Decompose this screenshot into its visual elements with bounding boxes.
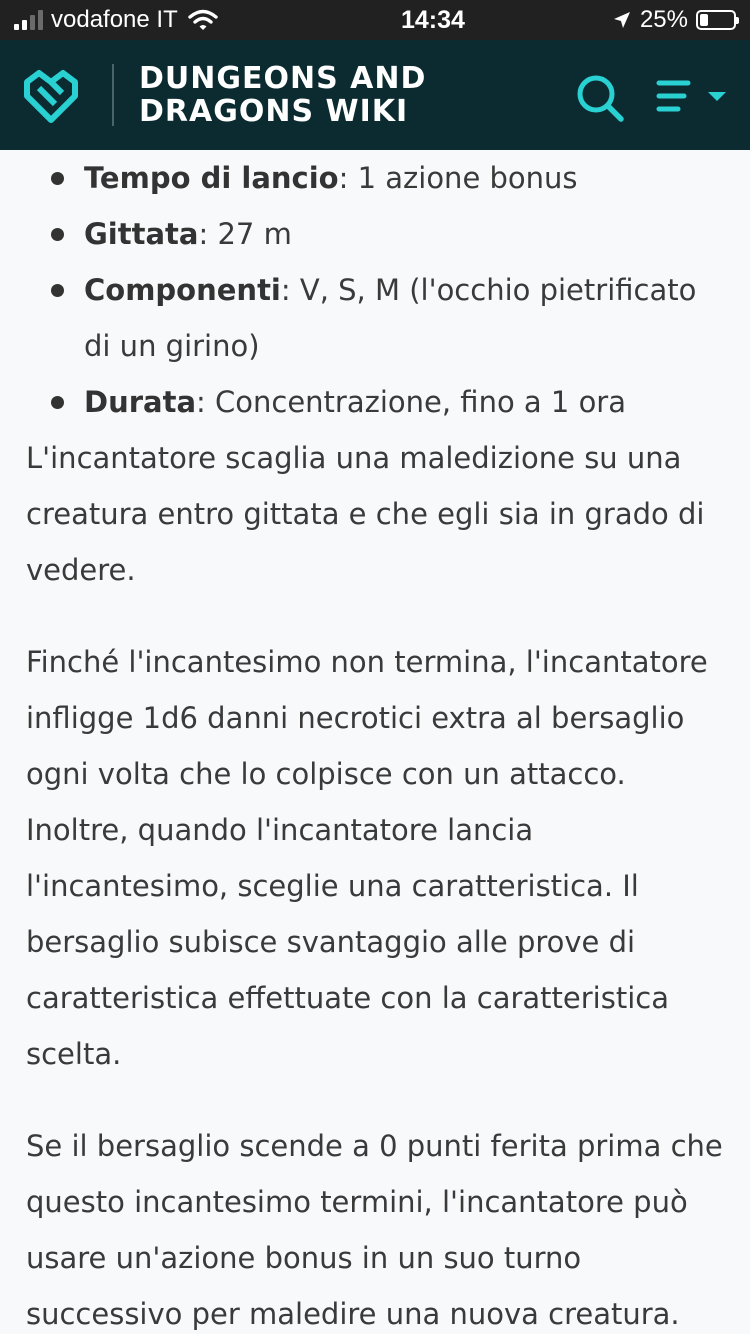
battery-percentage: 25% [639, 6, 688, 33]
property-value: : 1 azione bonus [338, 161, 578, 195]
location-arrow-icon [612, 10, 632, 30]
property-label: Durata [84, 385, 197, 419]
battery-icon [696, 10, 736, 30]
spell-property-components [84, 262, 750, 374]
menu-icon[interactable] [656, 78, 730, 116]
spell-description-paragraph: L'incantatore scaglia una maledizione su una creatura entro gittata e che egli sia in grado di vedere. [26, 441, 705, 587]
status-bar [0, 0, 750, 40]
chevron-down-icon [708, 92, 726, 101]
spell-properties-list [0, 150, 750, 430]
spell-description-paragraph: Se il bersaglio scende a 0 punti ferita prima che questo incantesimo termini, l'incantatore può usare un'azione bonus in un suo turno successivo per maledire una nuova creatura. [26, 1129, 723, 1331]
signal-icon [14, 10, 43, 30]
search-icon[interactable] [574, 72, 626, 124]
heart-logo-icon[interactable] [22, 68, 80, 126]
spell-property-duration [84, 374, 750, 430]
status-bar-right [612, 6, 736, 34]
site-title-line-2: DRAGONS WIKI [139, 94, 409, 129]
property-label: Tempo di lancio [84, 161, 339, 195]
property-label: Gittata [84, 217, 199, 251]
property-label: Componenti [84, 273, 281, 307]
spell-property-casting-time [84, 150, 750, 206]
site-title-line-1: DUNGEONS AND [139, 61, 427, 96]
carrier-name: vodafone IT [51, 6, 178, 33]
status-time: 14:34 [401, 5, 465, 34]
site-header [0, 40, 750, 150]
article-content [0, 150, 750, 1334]
header-divider [112, 64, 114, 126]
wifi-icon [188, 9, 218, 31]
spell-property-range [84, 206, 750, 262]
property-value: : 27 m [198, 217, 292, 251]
property-value: : V, S, M (l'occhio pietrificato di un girino) [84, 273, 697, 363]
battery-level [700, 14, 708, 26]
site-title[interactable] [139, 62, 439, 128]
property-value: : Concentrazione, fino a 1 ora [196, 385, 627, 419]
spell-description-paragraph: Finché l'incantesimo non termina, l'incantatore infligge 1d6 danni necrotici extra al bersaglio ogni volta che lo colpisce con un attacco. Inoltre, quando l'incantatore lancia l'incantesimo, sceglie una caratteristica. Il bersaglio subisce svantaggio alle prove di caratteristica effettuate con la caratteristica scelta. [26, 645, 708, 1071]
